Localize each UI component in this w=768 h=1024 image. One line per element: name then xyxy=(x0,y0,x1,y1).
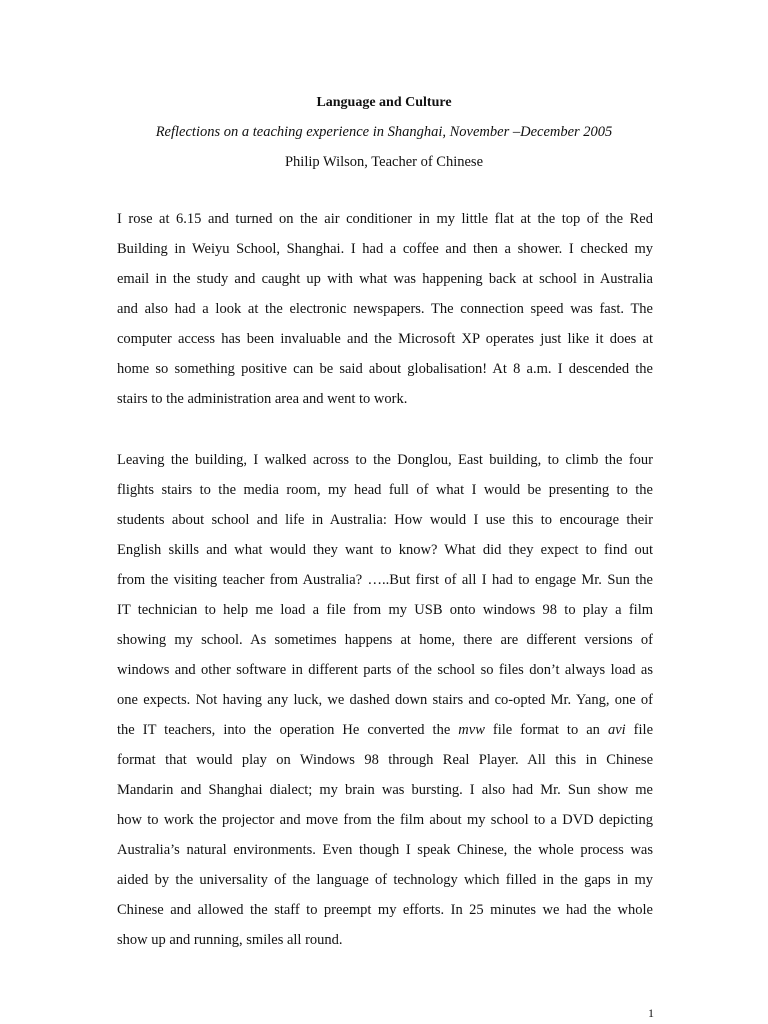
text-run: file xyxy=(625,722,654,738)
document-title: Language and Culture xyxy=(316,95,452,110)
paragraph-line: Australia’s natural environments. Even though I speak Chinese, the whole process was xyxy=(117,842,653,858)
paragraph-line: IT technician to help me load a file from my USB onto windows 98 to play a film xyxy=(117,602,653,618)
paragraph-line: how to work the projector and move from the film about my school to a DVD depicting xyxy=(117,812,653,828)
paragraph-line: windows and other software in different parts of the school so files don’t always load as xyxy=(117,662,653,678)
paragraph-line: stairs to the administration area and went to work. xyxy=(117,391,408,407)
italic-file-extension: avi xyxy=(607,722,626,738)
paragraph-line: English skills and what would they want to know? What did they expect to find out xyxy=(117,542,653,558)
page-number: 1 xyxy=(648,1006,654,1020)
paragraph-line: students about school and life in Australia: How would I use this to encourage their xyxy=(117,512,653,528)
paragraph-1 xyxy=(117,208,653,418)
text-run: file format to an xyxy=(484,722,608,738)
paragraph-line: format that would play on Windows 98 through Real Player. All this in Chinese xyxy=(117,752,653,768)
paragraph-2 xyxy=(117,449,653,959)
paragraph-line: flights stairs to the media room, my head full of what I would be presenting to the xyxy=(117,482,653,498)
paragraph-line: show up and running, smiles all round. xyxy=(117,932,343,948)
paragraph-line: Leaving the building, I walked across to the Donglou, East building, to climb the four xyxy=(117,452,653,468)
document-subtitle: Reflections on a teaching experience in Shanghai, November –December 2005 xyxy=(155,124,613,140)
paragraph-line: Mandarin and Shanghai dialect; my brain was bursting. I also had Mr. Sun show me xyxy=(117,782,653,798)
paragraph-line: computer access has been invaluable and the Microsoft XP operates just like it does at xyxy=(117,331,653,347)
italic-file-extension: mvw xyxy=(458,722,485,738)
paragraph-line: Building in Weiyu School, Shanghai. I had a coffee and then a shower. I checked my xyxy=(117,241,653,257)
paragraph-line: email in the study and caught up with what was happening back at school in Australia xyxy=(117,271,653,287)
paragraph-line: aided by the universality of the language of technology which filled in the gaps in my xyxy=(117,872,653,888)
paragraph-line: showing my school. As sometimes happens at home, there are different versions of xyxy=(117,632,653,648)
paragraph-line: Chinese and allowed the staff to preempt my efforts. In 25 minutes we had the whole xyxy=(117,902,653,918)
paragraph-line-with-italics xyxy=(117,719,653,749)
paragraph-line: one expects. Not having any luck, we dashed down stairs and co-opted Mr. Yang, one of xyxy=(117,692,653,708)
text-run: the IT teachers, into the operation He converted the xyxy=(117,722,459,738)
paragraph-line: from the visiting teacher from Australia? …..But first of all I had to engage Mr. Sun the xyxy=(117,572,653,588)
paragraph-line: I rose at 6.15 and turned on the air conditioner in my little flat at the top of the Red xyxy=(117,211,653,227)
paragraph-line: and also had a look at the electronic newspapers. The connection speed was fast. The xyxy=(117,301,653,317)
paragraph-line: home so something positive can be said about globalisation! At 8 a.m. I descended the xyxy=(117,361,653,377)
document-author: Philip Wilson, Teacher of Chinese xyxy=(284,154,483,170)
